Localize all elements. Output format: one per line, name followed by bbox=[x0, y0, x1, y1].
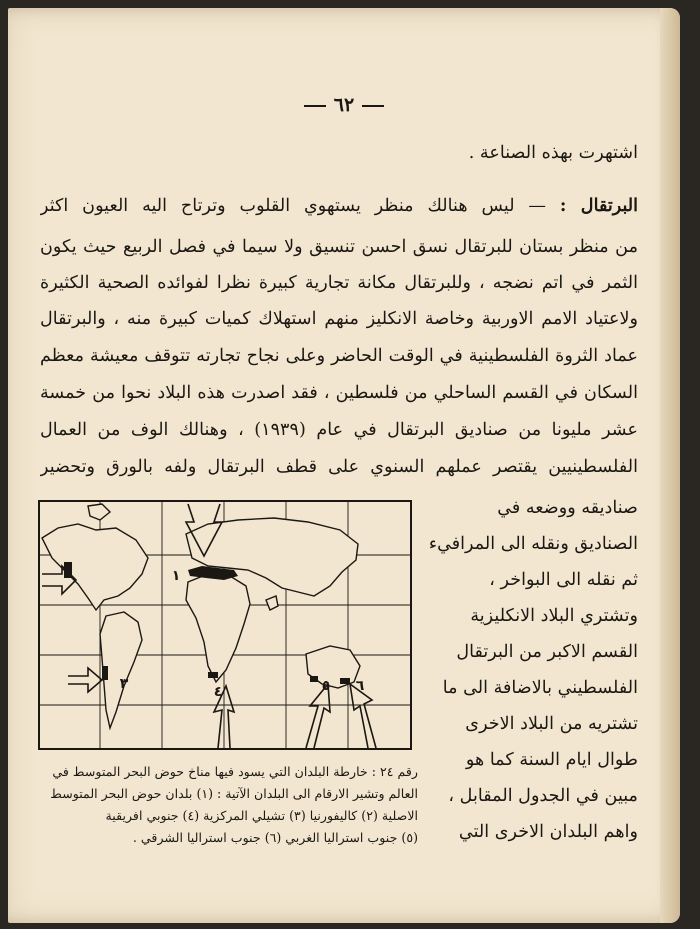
page-number-text: ٦٢ bbox=[333, 94, 355, 116]
side-line: ثم نقله الى البواخر ، bbox=[489, 570, 638, 590]
body-line: ولاعتياد الامم الاوربية وخاصة الانكليز منهم استهلاك كميات كبيرة منه ، والبرتقال bbox=[40, 309, 638, 329]
body-line: الثمر في اتم نضجه ، وللبرتقال مكانة تجارية كبيرة نظرا لفوائده الصحية الكثيرة bbox=[40, 273, 638, 293]
arrow-chile bbox=[68, 668, 102, 692]
world-map bbox=[38, 500, 412, 750]
body-line: السكان في القسم الساحلي من فلسطين ، فقد اصدرت هذه البلاد نحوا من خمسة bbox=[40, 383, 638, 403]
figure-caption-line: الاصلية (٢) كاليفورنيا (٣) تشيلي المركزية (٤) جنوبي افريقية bbox=[105, 808, 418, 823]
region-chile bbox=[102, 666, 108, 680]
map-label-4: ٤ bbox=[213, 684, 223, 700]
map-label-6: ٦ bbox=[355, 678, 365, 694]
book-page bbox=[8, 8, 680, 923]
side-line: القسم الاكبر من البرتقال bbox=[456, 642, 638, 662]
side-line: الصناديق ونقله الى المرافيء bbox=[428, 534, 638, 554]
region-se-australia bbox=[340, 678, 350, 684]
figure-caption-line: رقم ٢٤ : خارطة البلدان التي يسود فيها مناخ حوض البحر المتوسط في bbox=[52, 764, 418, 779]
region-south-africa bbox=[208, 672, 218, 678]
dash-left bbox=[304, 105, 326, 107]
side-line: الفلسطيني بالاضافة الى ما bbox=[442, 678, 638, 698]
body-line: من منظر بستان للبرتقال نسق احسن تنسيق ولا سيما في فصل الربيع حيث يكون bbox=[40, 237, 638, 257]
dash-right bbox=[362, 105, 384, 107]
map-label-2: ٢ bbox=[63, 563, 73, 579]
world-map-figure bbox=[38, 500, 412, 750]
side-line: مبين في الجدول المقابل ، bbox=[448, 786, 638, 806]
side-line: صناديقه ووضعه في bbox=[497, 498, 638, 518]
map-label-5: ٥ bbox=[321, 678, 331, 694]
figure-caption-line: (٥) جنوب استراليا الغربي (٦) جنوب استراليا الشرقي . bbox=[132, 830, 418, 845]
side-line: تشتريه من البلاد الاخرى bbox=[465, 714, 638, 734]
map-label-3: ٣ bbox=[119, 676, 129, 692]
india bbox=[266, 596, 278, 610]
figure-caption-line: العالم وتشير الارقام الى البلدان الآتية : (١) بلدان حوض البحر المتوسط bbox=[50, 786, 418, 801]
side-line: واهم البلدان الاخرى التي bbox=[458, 822, 638, 842]
africa bbox=[186, 574, 250, 682]
section-term: البرتقال : bbox=[559, 195, 638, 216]
section-first-line-text: — ليس هنالك منظر يستهوي القلوب وترتاح اليه العيون اكثر bbox=[40, 196, 547, 216]
north-america bbox=[42, 524, 148, 610]
intro-line: اشتهرت بهذه الصناعة . bbox=[468, 143, 638, 163]
region-sw-australia bbox=[310, 676, 318, 682]
continents bbox=[42, 504, 360, 728]
section-first-line bbox=[40, 195, 638, 216]
greenland bbox=[88, 504, 110, 520]
side-line: وتشتري البلاد الانكليزية bbox=[470, 606, 638, 626]
side-line: طوال ايام السنة كما هو bbox=[465, 750, 638, 770]
body-line: الفلسطينيين يقتصر عملهم السنوي على قطف البرتقال ولفه بالورق وتحضير bbox=[40, 457, 638, 477]
page-number bbox=[8, 94, 680, 116]
page-edge bbox=[660, 8, 680, 923]
body-line: عشر مليونا من صناديق البرتقال في عام (١٩٣٩) ، وهنالك الوف من العمال bbox=[40, 420, 638, 440]
body-line: عماد الثروة الفلسطينية في الوقت الحاضر وعلى نجاح تجارته تتوقف معيشة معظم bbox=[40, 346, 638, 366]
map-label-1: ١ bbox=[171, 568, 181, 584]
